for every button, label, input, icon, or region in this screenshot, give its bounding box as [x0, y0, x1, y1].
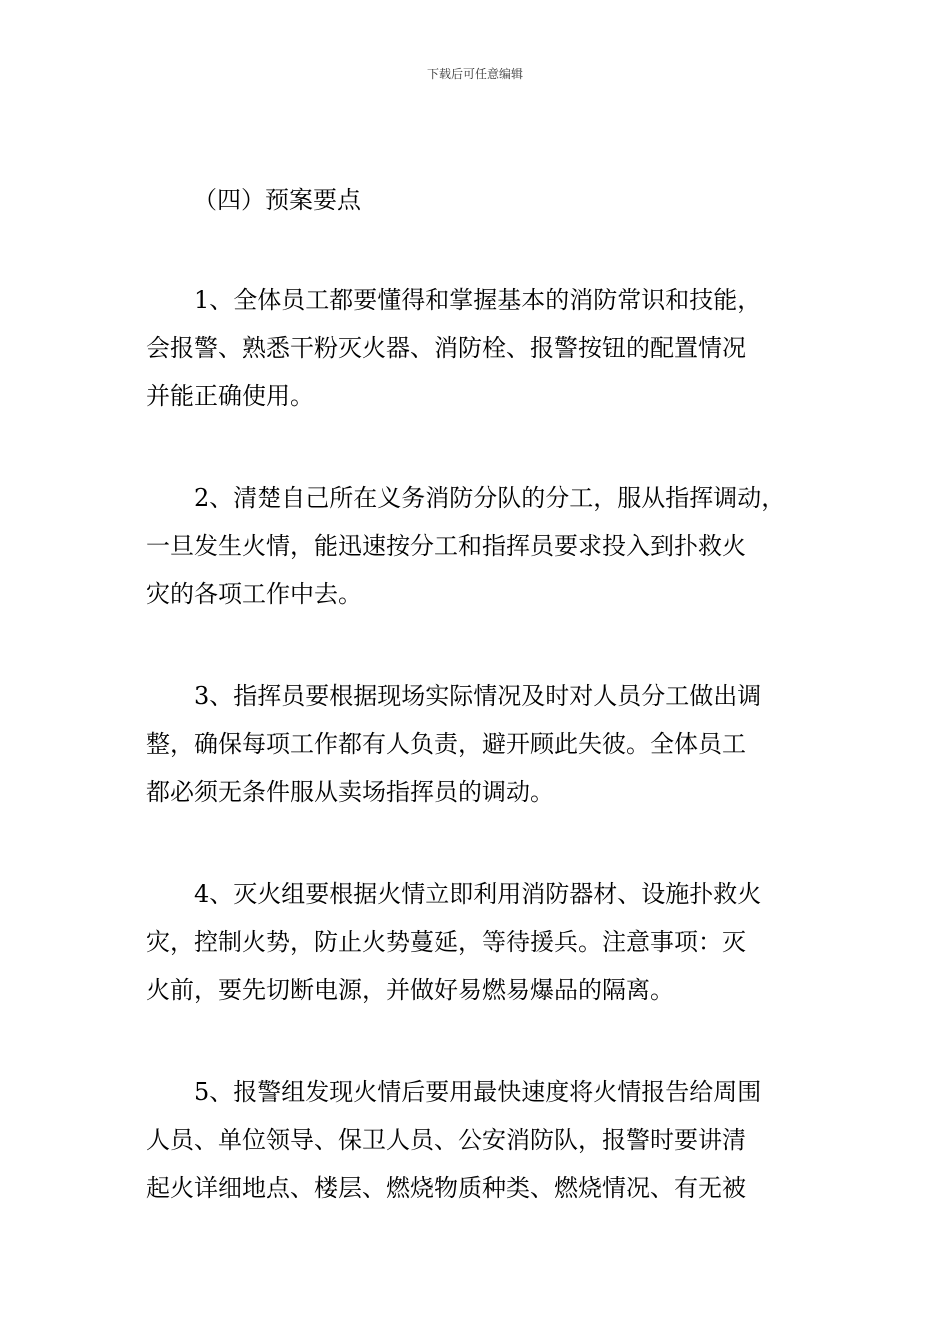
paragraph-line: 整，确保每项工作都有人负责，避开顾此失彼。全体员工 [146, 730, 746, 758]
paragraph-line: 灾的各项工作中去。 [146, 580, 362, 608]
paragraph-line: 5、报警组发现火情后要用最快速度将火情报告给周围 [194, 1078, 762, 1106]
paragraph-line: 人员、单位领导、保卫人员、公安消防队，报警时要讲清 [146, 1126, 746, 1154]
paragraph-5 [146, 1068, 816, 1212]
paragraph-4 [146, 870, 816, 1014]
paragraph-3 [146, 672, 816, 816]
paragraph-line: 火前，要先切断电源，并做好易燃易爆品的隔离。 [146, 976, 674, 1004]
paragraph-line: 2、清楚自己所在义务消防分队的分工，服从指挥调动， [194, 484, 786, 512]
paragraph-line: 并能正确使用。 [146, 382, 314, 410]
paragraph-line: 1、全体员工都要懂得和掌握基本的消防常识和技能， [194, 286, 762, 314]
paragraph-line: 起火详细地点、楼层、燃烧物质种类、燃烧情况、有无被 [146, 1174, 746, 1202]
paragraph-2 [146, 474, 816, 618]
header-note: 下载后可任意编辑 [426, 67, 523, 81]
paragraph-line: 4、灭火组要根据火情立即利用消防器材、设施扑救火 [194, 880, 762, 908]
paragraph-line: 会报警、熟悉干粉灭火器、消防栓、报警按钮的配置情况 [146, 334, 746, 362]
section-heading: （四）预案要点 [193, 186, 361, 214]
paragraph-1 [146, 276, 816, 420]
paragraph-line: 灾，控制火势，防止火势蔓延，等待援兵。注意事项：灭 [146, 928, 746, 956]
paragraph-line: 3、指挥员要根据现场实际情况及时对人员分工做出调 [194, 682, 762, 710]
paragraph-line: 都必须无条件服从卖场指挥员的调动。 [146, 778, 554, 806]
paragraph-line: 一旦发生火情，能迅速按分工和指挥员要求投入到扑救火 [146, 532, 746, 560]
